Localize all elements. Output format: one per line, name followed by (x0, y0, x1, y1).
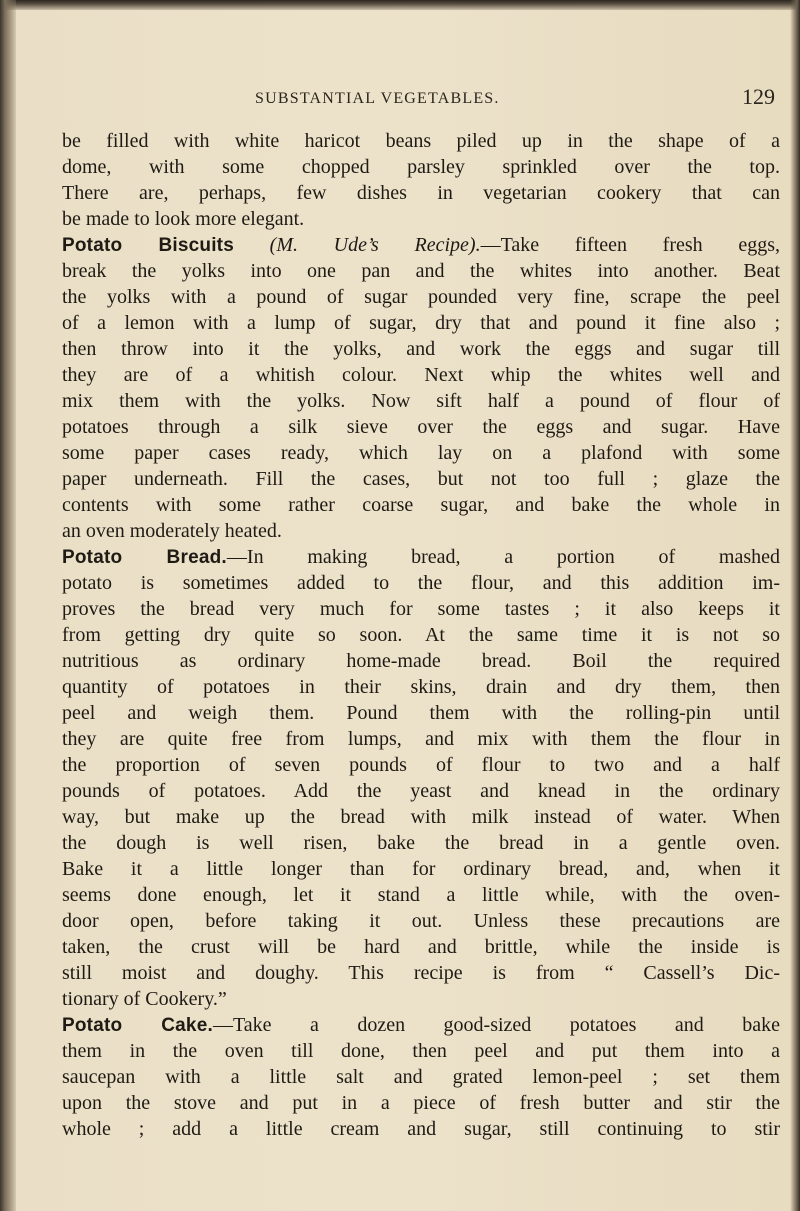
page-right-shadow (790, 0, 800, 1211)
line-text: break the yolks into one pan and the whites into another. Beat (62, 260, 780, 282)
text-line (62, 648, 780, 674)
line-text: some paper cases ready, which lay on a plafond with some (62, 442, 780, 464)
text-line (62, 830, 780, 856)
line-text: taken, the crust will be hard and brittle, while the inside is (62, 936, 780, 958)
line-text: —Take fifteen fresh eggs, (480, 234, 780, 256)
line-text: upon the stove and put in a piece of fresh butter and stir the (62, 1092, 780, 1114)
text-line (62, 986, 780, 1012)
line-text: pounds of potatoes. Add the yeast and knead in the ordinary (62, 780, 780, 802)
text-line (62, 310, 780, 336)
text-line (62, 518, 780, 544)
line-text: then throw into it the yolks, and work the eggs and sugar till (62, 338, 780, 360)
text-line (62, 700, 780, 726)
line-text: —Take a dozen good-sized potatoes and bake (212, 1014, 780, 1036)
text-line (62, 908, 780, 934)
text-line (62, 596, 780, 622)
text-line (62, 934, 780, 960)
line-text: Bake it a little longer than for ordinary bread, and, when it (62, 858, 780, 880)
line-text: quantity of potatoes in their skins, drain and dry them, then (62, 676, 780, 698)
recipe-attribution: (M. Ude’s Recipe). (269, 234, 481, 256)
text-line (62, 752, 780, 778)
text-line (62, 154, 780, 180)
line-text: way, but make up the bread with milk instead of water. When (62, 806, 780, 828)
line-text: they are quite free from lumps, and mix with them the flour in (62, 728, 780, 750)
recipe-title: Potato Bread. (62, 547, 227, 568)
line-text: they are of a whitish colour. Next whip the whites well and (62, 364, 780, 386)
text-line (62, 180, 780, 206)
line-text: peel and weigh them. Pound them with the rolling-pin until (62, 702, 780, 724)
line-text: be filled with white haricot beans piled up in the shape of a (62, 130, 780, 152)
page-top-shadow (0, 0, 800, 10)
line-text: nutritious as ordinary home-made bread. Boil the required (62, 650, 780, 672)
text-line (62, 206, 780, 232)
line-text: dome, with some chopped parsley sprinkled over the top. (62, 156, 780, 178)
text-line (62, 336, 780, 362)
text-line (62, 388, 780, 414)
text-line (62, 544, 780, 570)
line-text: still moist and doughy. This recipe is from “ Cassell’s Dic- (62, 962, 780, 984)
text-line (62, 232, 780, 258)
recipe-title: Potato Cake. (62, 1015, 213, 1036)
page-number: 129 (742, 84, 775, 109)
line-text: potato is sometimes added to the flour, and this addition im- (62, 572, 780, 594)
line-text: from getting dry quite so soon. At the same time it is not so (62, 624, 780, 646)
line-text: tionary of Cookery.” (62, 988, 227, 1010)
text-line (62, 856, 780, 882)
text-line (62, 1012, 780, 1038)
text-line (62, 882, 780, 908)
line-text: —In making bread, a portion of mashed (226, 546, 780, 568)
line-text: the proportion of seven pounds of flour to two and a half (62, 754, 780, 776)
line-text: an oven moderately heated. (62, 520, 282, 542)
text-line (62, 804, 780, 830)
text-line (62, 960, 780, 986)
page-binding-shadow (0, 0, 16, 1211)
running-title: SUBSTANTIAL VEGETABLES. (255, 90, 500, 107)
text-line (62, 492, 780, 518)
text-line (62, 440, 780, 466)
text-line (62, 466, 780, 492)
line-text: door open, before taking it out. Unless these precautions are (62, 910, 780, 932)
line-text: the dough is well risen, bake the bread in a gentle oven. (62, 832, 780, 854)
line-text: There are, perhaps, few dishes in vegetarian cookery that can (62, 182, 780, 204)
line-text: paper underneath. Fill the cases, but not too full ; glaze the (62, 468, 780, 490)
line-text: of a lemon with a lump of sugar, dry that and pound it fine also ; (62, 312, 780, 334)
line-text: mix them with the yolks. Now sift half a pound of flour of (62, 390, 780, 412)
text-line (62, 570, 780, 596)
line-text: the yolks with a pound of sugar pounded very fine, scrape the peel (62, 286, 780, 308)
text-line (62, 1116, 780, 1142)
text-line (62, 1090, 780, 1116)
line-text: them in the oven till done, then peel and put them into a (62, 1040, 780, 1062)
line-text: seems done enough, let it stand a little while, with the oven- (62, 884, 780, 906)
text-line (62, 128, 780, 154)
text-line (62, 414, 780, 440)
body-text (62, 128, 780, 1142)
line-text: saucepan with a little salt and grated lemon-peel ; set them (62, 1066, 780, 1088)
text-line (62, 622, 780, 648)
line-text: whole ; add a little cream and sugar, still continuing to stir (62, 1118, 780, 1140)
text-line (62, 1064, 780, 1090)
text-line (62, 284, 780, 310)
line-text: proves the bread very much for some tastes ; it also keeps it (62, 598, 780, 620)
line-text: potatoes through a silk sieve over the eggs and sugar. Have (62, 416, 780, 438)
text-line (62, 726, 780, 752)
line-text: contents with some rather coarse sugar, and bake the whole in (62, 494, 780, 516)
recipe-title: Potato Biscuits (62, 235, 234, 256)
text-line (62, 362, 780, 388)
text-line (62, 674, 780, 700)
text-line (62, 1038, 780, 1064)
line-text: be made to look more elegant. (62, 208, 305, 230)
text-line (62, 258, 780, 284)
text-line (62, 778, 780, 804)
